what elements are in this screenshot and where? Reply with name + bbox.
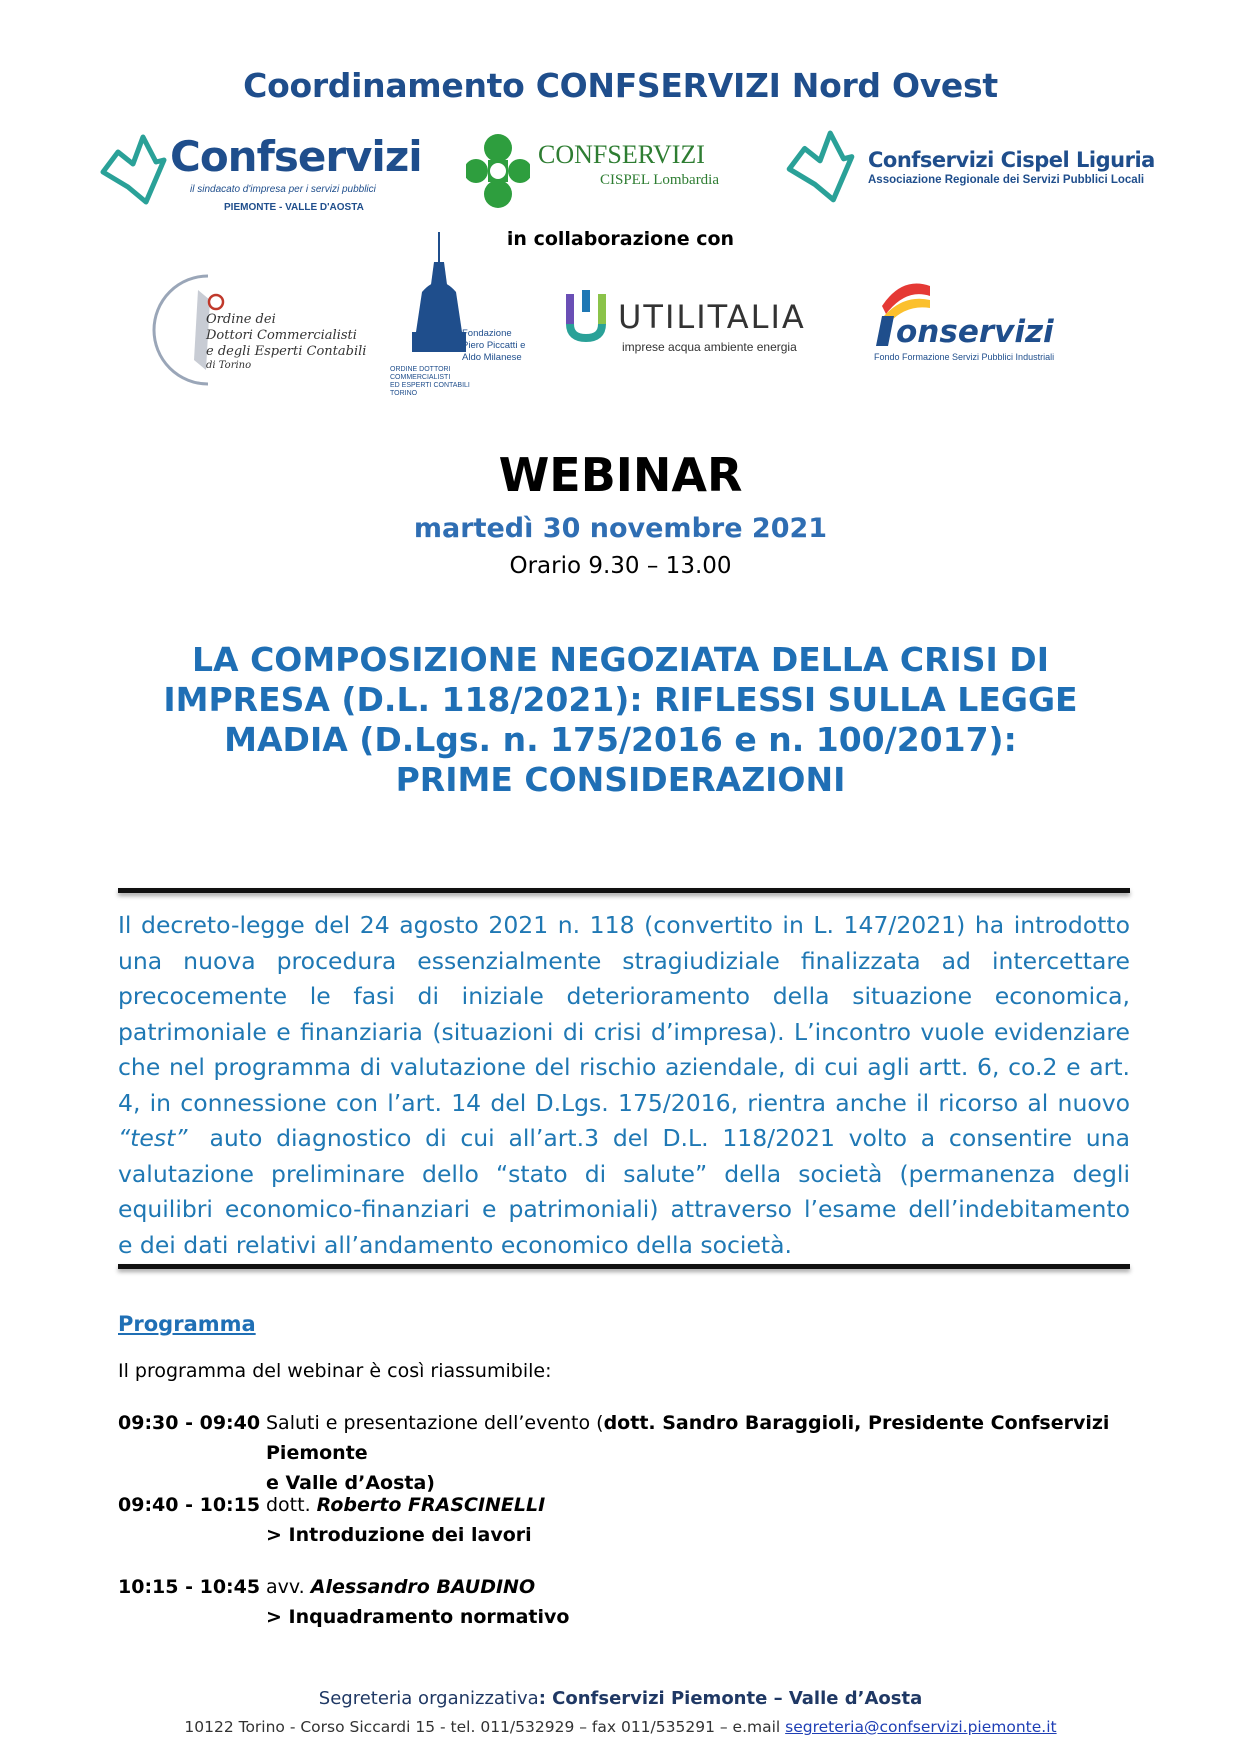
cispel-liguria-logo bbox=[784, 126, 1155, 216]
slot-speaker-cont: e Valle d’Aosta) bbox=[266, 1472, 435, 1494]
cispel-lombardia-logo bbox=[466, 128, 746, 218]
confservizi-pva-tagline: il sindacato d'impresa per i servizi pubblici bbox=[190, 184, 376, 195]
slot-speaker: Roberto FRASCINELLI bbox=[316, 1494, 546, 1516]
abstract bbox=[118, 908, 1130, 1263]
fondazione-line7: TORINO bbox=[390, 390, 418, 397]
abstract-line: patrimoniale e finanziaria (situazioni di crisi d’impresa). L’incontro vuole evidenziare bbox=[118, 1017, 1130, 1046]
odcec-line2: Dottori Commercialisti bbox=[206, 328, 357, 343]
slot-time: 09:40 - 10:15 bbox=[118, 1494, 261, 1516]
liguria-leaf-icon bbox=[784, 128, 856, 210]
slot-desc bbox=[266, 1572, 1130, 1632]
title-line: MADIA (D.Lgs. n. 175/2016 e n. 100/2017): bbox=[224, 720, 1017, 759]
confservizi-pva-logo bbox=[98, 128, 422, 218]
slot-time: 09:30 - 09:40 bbox=[118, 1412, 261, 1434]
abstract-line: 4, in connessione con l’art. 14 del D.Lgs. 175/2016, rientra anche il ricorso al nuovo bbox=[118, 1088, 1130, 1117]
confservizi-pva-region: PIEMONTE - VALLE D'AOSTA bbox=[224, 202, 364, 213]
odcec-line1: Ordine dei bbox=[206, 312, 276, 327]
fonservizi-logo bbox=[872, 276, 1102, 366]
confservizi-pva-name: Confservizi bbox=[170, 132, 422, 181]
fondazione-line5: COMMERCIALISTI bbox=[390, 374, 451, 381]
utilitalia-logo bbox=[566, 290, 826, 360]
cispel-liguria-sub: Associazione Regionale dei Servizi Pubblici Locali bbox=[868, 174, 1145, 186]
event-title bbox=[150, 640, 1091, 800]
event-date: martedì 30 novembre 2021 bbox=[413, 513, 828, 544]
fonservizi-name: onservizi bbox=[896, 314, 1054, 350]
abstract-line: equilibri economico-finanziari e patrimoniali) attraverso l’esame dell’indebitamento bbox=[118, 1195, 1130, 1223]
footer-contacts bbox=[0, 1718, 1241, 1736]
odcec-line4: di Torino bbox=[206, 360, 252, 371]
cispel-lombardia-sub: CISPEL Lombardia bbox=[600, 172, 720, 188]
footer-address: 10122 Torino - Corso Siccardi 15 - tel. 011/532929 – fax 011/535291 – e.mail bbox=[184, 1718, 786, 1736]
slot-text: Saluti e presentazione dell’evento ( bbox=[266, 1412, 604, 1434]
utilitalia-u-icon bbox=[566, 290, 606, 342]
coordination-title: Coordinamento CONFSERVIZI Nord Ovest bbox=[243, 66, 998, 105]
confservizi-leaf-icon bbox=[98, 132, 168, 212]
slot-desc bbox=[266, 1490, 1130, 1550]
program-slot bbox=[118, 1490, 1130, 1552]
footer-org: : Confservizi Piemonte – Valle d’Aosta bbox=[538, 1688, 923, 1709]
footer-secretariat bbox=[0, 1688, 1241, 1709]
program-intro: Il programma del webinar è così riassumibile: bbox=[118, 1360, 552, 1382]
odcec-line3: e degli Esperti Contabili bbox=[206, 344, 367, 359]
cispel-lombardia-name: CONFSERVIZI bbox=[538, 140, 705, 169]
slot-speaker: Alessandro BAUDINO bbox=[310, 1576, 536, 1598]
slot-title: dott. bbox=[266, 1494, 317, 1516]
abstract-test-word: “test” bbox=[118, 1124, 188, 1152]
fondazione-line2: Piero Piccatti e bbox=[462, 340, 526, 351]
title-line: PRIME CONSIDERAZIONI bbox=[395, 760, 846, 799]
abstract-line: che nel programma di valutazione del rischio aziendale, di cui agli artt. 6, co.2 e art. bbox=[118, 1053, 1130, 1081]
cispel-cross-icon bbox=[466, 130, 530, 212]
slot-title: avv. bbox=[266, 1576, 311, 1598]
utilitalia-sub: imprese acqua ambiente energia bbox=[622, 340, 797, 354]
fondazione-line3: Aldo Milanese bbox=[462, 352, 522, 363]
cispel-liguria-name: Confservizi Cispel Liguria bbox=[868, 148, 1155, 172]
program-heading: Programma bbox=[118, 1312, 256, 1336]
abstract-line-test bbox=[118, 1121, 1130, 1157]
slot-speaker: dott. Sandro Baraggioli, Presidente Confservizi Piemonte bbox=[266, 1412, 1110, 1464]
collab-label: in collaborazione con bbox=[506, 228, 735, 250]
odcec-torino-logo bbox=[148, 270, 367, 390]
utilitalia-name: UTILITALIA bbox=[618, 298, 806, 336]
footer-email-link[interactable]: segreteria@confservizi.piemonte.it bbox=[785, 1718, 1057, 1736]
fonservizi-sub: Fondo Formazione Servizi Pubblici Industriali bbox=[874, 352, 1055, 362]
abstract-line: Il decreto-legge del 24 agosto 2021 n. 118 (convertito in L. 147/2021) ha introdotto bbox=[118, 911, 1130, 939]
slot-desc bbox=[266, 1408, 1130, 1498]
footer-label: Segreteria organizzativa bbox=[318, 1688, 539, 1709]
fondazione-line4: ORDINE DOTTORI bbox=[390, 366, 451, 373]
bottom-divider bbox=[118, 1264, 1130, 1269]
abstract-line: una nuova procedura essenzialmente stragiudiziale finalizzata ad intercettare bbox=[118, 946, 1130, 975]
fondazione-logo bbox=[386, 232, 526, 402]
abstract-line: e dei dati relativi all’andamento economico della società. bbox=[118, 1230, 792, 1259]
top-divider bbox=[118, 888, 1130, 893]
event-type: WEBINAR bbox=[498, 448, 743, 502]
fondazione-line1: Fondazione bbox=[462, 328, 512, 339]
slot-time: 10:15 - 10:45 bbox=[118, 1576, 261, 1598]
event-hours: Orario 9.30 – 13.00 bbox=[509, 553, 732, 579]
program-slot bbox=[118, 1572, 1130, 1634]
abstract-line: valutazione preliminare dello “stato di salute” della società (permanenza degli bbox=[118, 1159, 1130, 1188]
fondazione-line6: ED ESPERTI CONTABILI bbox=[390, 382, 470, 389]
abstract-line: precocemente le fasi di iniziale deterioramento della situazione economica, bbox=[118, 982, 1130, 1010]
abstract-line: auto diagnostico di cui all’art.3 del D.L. 118/2021 volto a consentire una bbox=[209, 1124, 1130, 1152]
slot-topic: > Inquadramento normativo bbox=[266, 1606, 570, 1628]
title-line: LA COMPOSIZIONE NEGOZIATA DELLA CRISI DI bbox=[192, 640, 1049, 679]
title-line: IMPRESA (D.L. 118/2021): RIFLESSI SULLA LEGGE bbox=[163, 680, 1078, 719]
slot-topic: > Introduzione dei lavori bbox=[266, 1524, 532, 1546]
program-slot bbox=[118, 1408, 1130, 1494]
